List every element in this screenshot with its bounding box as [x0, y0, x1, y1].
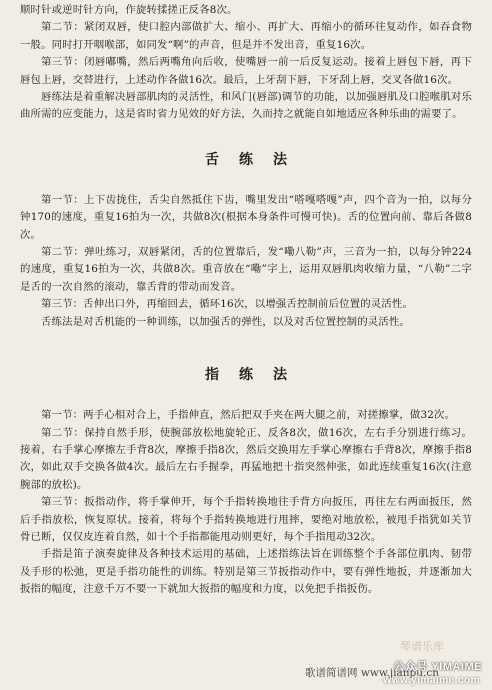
tongue-paragraph-1: 第一节：上下齿拢住，舌尖自然抵住下齿，嘴里发出“嗒嘎嗒嘎”声，四个音为一拍，以每分钟170的速度，重复16拍为一次，共做8次(根据本身条件可慢可快)。舌的位置向前、靠后各做8次。: [20, 193, 472, 241]
tongue-section-heading: 舌练法: [205, 151, 307, 168]
wechat-logo-url: www.yimaime.com: [383, 675, 480, 686]
finger-paragraph-3: 第三节：扳指动作，将手掌伸开，每个手指转换地往手背方向扳压，再往左右两面扳压，然后手指放松，恢复原状。接着，将每个手指转换地进行甩摔，要绝对地放松，被甩手指犹如关节骨已断，仅仅皮连着自然，如十个手指都能甩动则更好，每个手指甩动32次。: [20, 496, 472, 543]
lip-paragraph-4: 唇练法是着重解决唇部肌肉的灵活性，和风门(唇部)调节的功能，以加强唇肌及口腔喉肌对乐曲所需的应变能力，这是省时省力见效的好方法，久而持之就能自如地适应各种乐曲的需要了。: [20, 91, 472, 121]
page-content: [20, 2, 472, 599]
finger-paragraph-2: 第二节：保持自然手形，使腕部放松地旋轮正、反各8次，做16次，左右手分别进行练习。接着，右手掌心摩擦左手背8次，摩擦手指8次，然后交换用左手掌心摩擦右手背8次，摩擦手指8次，如此双手交换各做4次。最后左右手握拳，再猛地把十指突然伸张，如此连续重复16次(注意腕部的放松)。: [20, 426, 472, 491]
finger-paragraph-1: 第一节：两手心相对合上，手指伸直，然后把双手夹在两大腿之前，对搓擦掌，做32次。: [41, 409, 456, 422]
site-footer-text: 歌谱简谱网 www.jianpu.cn: [305, 667, 439, 679]
finger-section-heading: 指练法: [205, 367, 307, 384]
wechat-logo-text: 公众号 YIMAIME: [393, 661, 482, 673]
lip-paragraph-3: 第三节：闭唇嘟嘴，然后两嘴角向后收，使嘴唇一前一后反复运动。接着上唇包下唇，再下唇包上唇，交替进行，上述动作各做16次。最后，上牙刮下唇，下牙刮上唇，交叉各做16次。: [20, 56, 472, 86]
page-footer: [0, 640, 492, 688]
tongue-paragraph-4: 舌练法是对舌机能的一种训练，以加强舌的弹性，以及对舌位置控制的灵活性。: [41, 315, 410, 328]
lip-paragraph-2: 第二节：紧闭双唇，使口腔内部做扩大、缩小、再扩大、再缩小的循环往复动作，如吞食物一般。同时打开咽喉部，如同发“啊”的声音，但是并不发出音，重复16次。: [20, 21, 472, 51]
tongue-paragraph-3: 第三节：舌伸出口外，再缩回去，循环16次，以增强舌控制前后位置的灵活性。: [41, 298, 413, 311]
finger-paragraph-4: 手指是笛子演奏旋律及各种技术运用的基础，上述指练法旨在训练整个手各部位肌肉、韧带及手形的松弛，更是手指功能性的训练。特别是第三节扳指动作中，要有弹性地扳，并逐渐加大扳指的幅度，注意千万不要一下就加大扳指的幅度和力度，以免把手指扳伤。: [20, 548, 472, 596]
watermark-text: 琴谱乐库: [400, 640, 444, 653]
tongue-paragraph-2: 第二节：弹吐练习，双唇紧闭，舌的位置靠后，发“嘞八勒”声，三音为一拍，以每分钟224的速度，重复16拍为一次，共做8次。重音放在“嘞”字上，运用双唇肌肉收缩力量，“八勒”二字是舌的一次自然的滚动，靠舌背的带动而发音。: [20, 246, 472, 293]
lip-paragraph-1: 顺时针或逆时针方向，作旋转揉搓正反各8次。: [20, 4, 238, 16]
